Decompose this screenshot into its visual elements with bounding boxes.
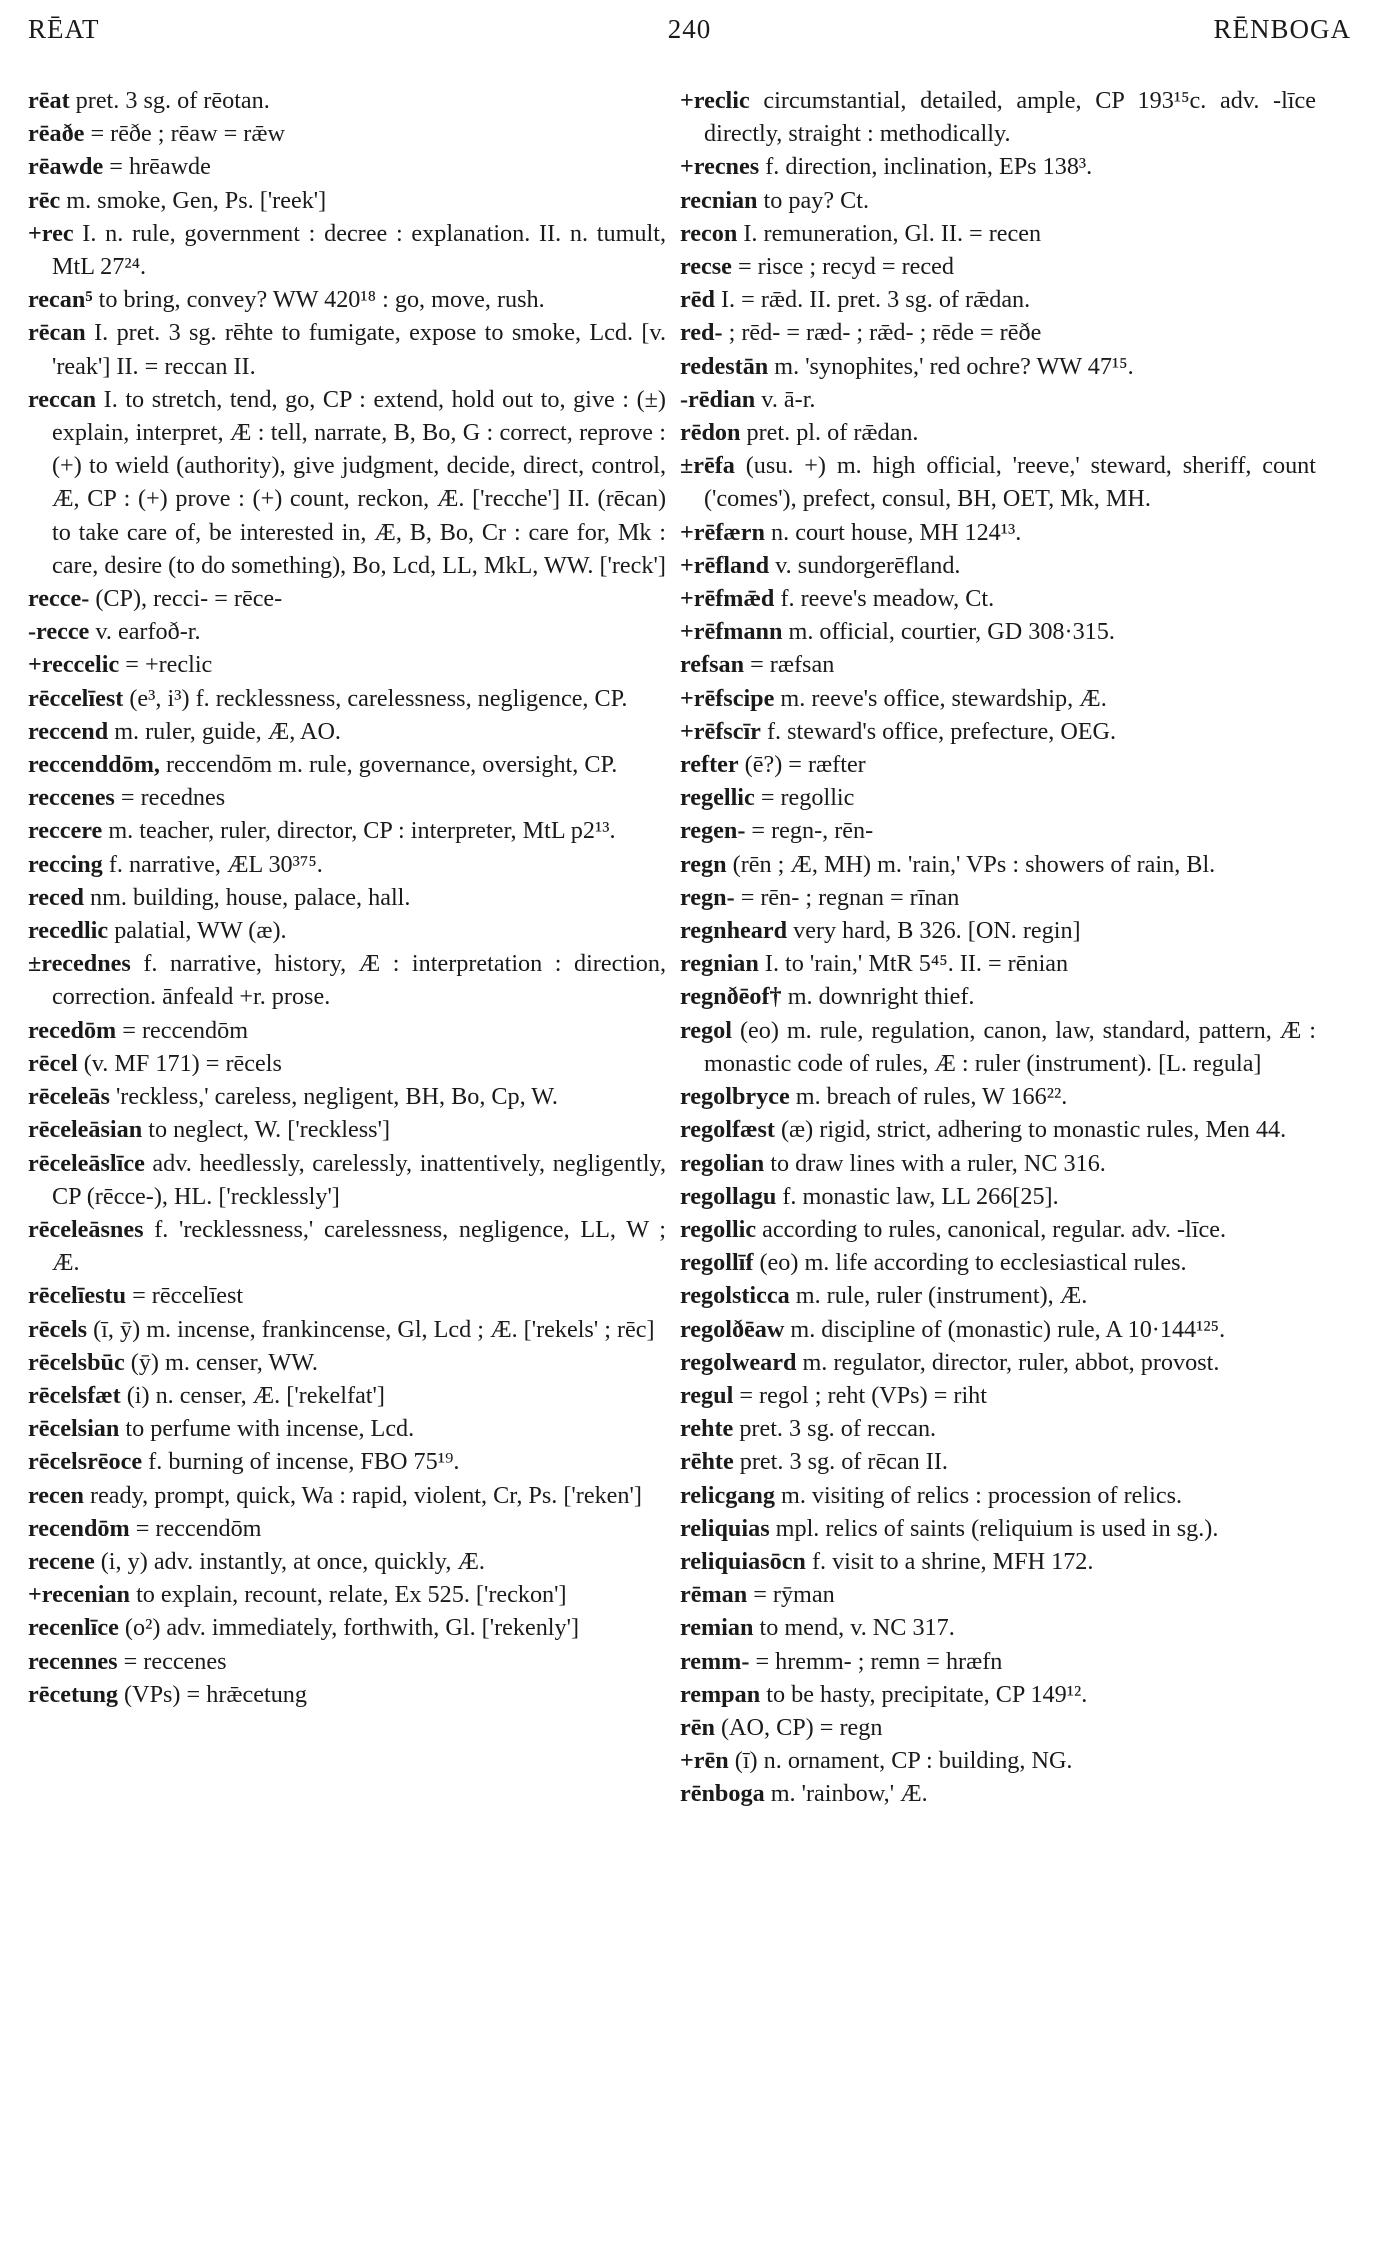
dictionary-entry: [680, 217, 1316, 250]
entry-definition: to be hasty, precipitate, CP 149¹².: [760, 1680, 1088, 1708]
entry-definition: (ī) n. ornament, CP : building, NG.: [728, 1747, 1073, 1775]
entry-headword: regolsticca: [680, 1282, 790, 1310]
entry-definition: I. remuneration, Gl. II. = recen: [737, 219, 1042, 247]
dictionary-entry: [680, 150, 1316, 183]
dictionary-entry: [680, 1645, 1316, 1678]
entry-definition: m. visiting of relics : procession of relics.: [774, 1481, 1183, 1509]
entry-definition: = regn-, rēn-: [745, 817, 874, 845]
dictionary-entry: [28, 1014, 666, 1047]
dictionary-entry: [680, 1014, 1316, 1080]
dictionary-entry: [28, 1080, 666, 1113]
entry-definition: = recednes: [114, 784, 226, 812]
dictionary-entry: [28, 1445, 666, 1478]
entry-headword: regul: [680, 1381, 734, 1409]
entry-definition: (i, y) adv. instantly, at once, quickly, Æ.: [94, 1547, 485, 1575]
dictionary-entry: [28, 1512, 666, 1545]
entry-headword: rēn: [680, 1713, 715, 1741]
dictionary-entry: [28, 1379, 666, 1412]
entry-headword: rēat: [28, 87, 70, 114]
entry-definition: f. monastic law, LL 266[25].: [776, 1182, 1059, 1210]
dictionary-entry: [28, 781, 666, 814]
entry-headword: rēcelsbūc: [28, 1348, 125, 1376]
entry-headword: regn: [680, 850, 727, 878]
header-first-word: RĒAT: [28, 14, 100, 44]
entry-headword: rempan: [680, 1680, 761, 1708]
entry-definition: = hrēawde: [103, 153, 211, 181]
entry-headword: +reclic: [680, 87, 750, 114]
entry-headword: rēcels: [28, 1315, 88, 1343]
entry-definition: (v. MF 171) = rēcels: [77, 1049, 282, 1077]
entry-definition: = hremm- ; remn = hræfn: [749, 1647, 1003, 1675]
entry-headword: regn-: [680, 883, 735, 911]
entry-headword: reccan: [28, 385, 97, 413]
entry-headword: regollagu: [680, 1182, 777, 1210]
entry-headword: rēceleās: [28, 1083, 110, 1111]
entry-definition: m. 'rainbow,' Æ.: [764, 1780, 928, 1808]
entry-definition: v. ā-r.: [755, 385, 816, 413]
entry-definition: according to rules, canonical, regular. adv. -līce.: [756, 1215, 1227, 1243]
entry-headword: reccenddōm,: [28, 751, 160, 779]
dictionary-entry: [680, 1545, 1316, 1578]
entry-headword: recen: [28, 1481, 84, 1509]
entry-definition: to explain, recount, relate, Ex 525. ['reckon']: [130, 1581, 567, 1609]
dictionary-entry: [680, 914, 1316, 947]
entry-headword: rēccelīest: [28, 684, 124, 712]
dictionary-entry: [28, 217, 666, 283]
dictionary-entry: [28, 1313, 666, 1346]
dictionary-entry: [28, 117, 666, 150]
entry-headword: +rēfscipe: [680, 684, 775, 712]
dictionary-entry: [680, 1213, 1316, 1246]
entry-headword: recon: [680, 219, 738, 247]
entry-headword: recedōm: [28, 1016, 117, 1044]
entry-headword: regnian: [680, 950, 759, 978]
entry-definition: circumstantial, detailed, ample, CP 193¹⁵c. adv. -līce directly, straight : methodically.: [704, 87, 1316, 148]
entry-headword: rēceleāsian: [28, 1116, 143, 1144]
dictionary-entry: [680, 1080, 1316, 1113]
dictionary-entry: [28, 848, 666, 881]
entry-definition: = rȳman: [747, 1581, 835, 1609]
entry-definition: m. 'synophites,' red ochre? WW 47¹⁵.: [768, 352, 1134, 380]
entry-headword: regnðēof†: [680, 983, 782, 1011]
dictionary-entry: [28, 615, 666, 648]
entry-headword: redestān: [680, 352, 769, 380]
entry-definition: to draw lines with a ruler, NC 316.: [764, 1149, 1106, 1177]
entry-headword: +rēfland: [680, 551, 770, 579]
entry-definition: (eo) m. life according to ecclesiastical rules.: [753, 1249, 1187, 1277]
entry-definition: mpl. relics of saints (reliquium is used in sg.).: [769, 1514, 1219, 1542]
entry-definition: = rēccelīest: [126, 1282, 244, 1310]
entry-headword: rēcel: [28, 1049, 78, 1077]
dictionary-entry: [28, 1479, 666, 1512]
dictionary-entry: [680, 1711, 1316, 1744]
entry-headword: rēcelsfæt: [28, 1381, 121, 1409]
dictionary-entry: [680, 350, 1316, 383]
entry-definition: (AO, CP) = regn: [714, 1713, 883, 1741]
dictionary-entry: [680, 184, 1316, 217]
dictionary-entry: [680, 1678, 1316, 1711]
dictionary-entry: [28, 316, 666, 382]
dictionary-entry: [680, 250, 1316, 283]
entry-definition: (i) n. censer, Æ. ['rekelfat']: [120, 1381, 385, 1409]
dictionary-entry: [680, 1512, 1316, 1545]
entry-headword: -rēdian: [680, 385, 756, 413]
entry-definition: (rēn ; Æ, MH) m. 'rain,' VPs : showers of rain, Bl.: [726, 850, 1216, 878]
dictionary-entry: [680, 1379, 1316, 1412]
dictionary-entry: [680, 1279, 1316, 1312]
entry-headword: relicgang: [680, 1481, 775, 1509]
dictionary-entry: [680, 682, 1316, 715]
dictionary-entry: [28, 1678, 666, 1711]
entry-headword: +rēn: [680, 1747, 729, 1775]
entry-headword: recnian: [680, 186, 758, 214]
dictionary-entry: [28, 150, 666, 183]
dictionary-entry: [28, 1578, 666, 1611]
entry-headword: rēaðe: [28, 120, 85, 148]
dictionary-entry: [680, 1147, 1316, 1180]
entry-headword: recedlic: [28, 917, 109, 945]
entry-definition: m. regulator, director, ruler, abbot, provost.: [796, 1348, 1220, 1376]
dictionary-entry: [28, 682, 666, 715]
entry-headword: rēceleāslīce: [28, 1149, 145, 1177]
entry-headword: reccing: [28, 850, 103, 878]
entry-headword: rēhte: [680, 1448, 734, 1476]
entry-headword: regnheard: [680, 917, 788, 945]
dictionary-entry: [680, 848, 1316, 881]
entry-headword: +reccelic: [28, 651, 120, 679]
entry-definition: m. official, courtier, GD 308·315.: [782, 618, 1115, 646]
entry-headword: rēawde: [28, 153, 104, 181]
entry-definition: m. discipline of (monastic) rule, A 10·144¹²⁵.: [784, 1315, 1226, 1343]
entry-definition: = reccenes: [117, 1647, 227, 1675]
entry-headword: recene: [28, 1547, 95, 1575]
entry-definition: m. breach of rules, W 166²².: [789, 1083, 1068, 1111]
entry-headword: +recenian: [28, 1581, 131, 1609]
entry-headword: rēcelsrēoce: [28, 1448, 143, 1476]
entry-headword: recennes: [28, 1647, 118, 1675]
dictionary-entry: [680, 1479, 1316, 1512]
entry-definition: I. n. rule, government : decree : explanation. II. n. tumult, MtL 27²⁴.: [52, 219, 666, 281]
entry-headword: regol: [680, 1016, 732, 1044]
dictionary-entry: [680, 814, 1316, 847]
entry-headword: +rēfscīr: [680, 717, 761, 745]
entry-definition: (ē?) = ræfter: [738, 751, 866, 779]
entry-headword: reliquiasōcn: [680, 1547, 806, 1575]
entry-headword: recce-: [28, 585, 90, 613]
entry-definition: f. 'recklessness,' carelessness, negligence, LL, W ; Æ.: [52, 1215, 666, 1277]
dictionary-entry: [680, 715, 1316, 748]
entry-definition: to bring, convey? WW 420¹⁸ : go, move, rush.: [92, 286, 545, 314]
header-last-word: RĒNBOGA: [1213, 14, 1351, 44]
entry-headword: rēd: [680, 286, 715, 314]
dictionary-entry: [28, 1645, 666, 1678]
dictionary-entry: [28, 1545, 666, 1578]
dictionary-entry: [680, 648, 1316, 681]
entry-definition: to perfume with incense, Lcd.: [119, 1415, 415, 1443]
dictionary-entry: [28, 184, 666, 217]
entry-definition: pret. 3 sg. of reccan.: [733, 1415, 937, 1443]
entry-headword: recenlīce: [28, 1614, 119, 1642]
dictionary-entry: [680, 748, 1316, 781]
entry-definition: very hard, B 326. [ON. regin]: [787, 917, 1081, 945]
entry-definition: (o²) adv. immediately, forthwith, Gl. ['rekenly']: [118, 1614, 580, 1642]
entry-definition: m. downright thief.: [781, 983, 975, 1011]
entry-definition: (ī, ȳ) m. incense, frankincense, Gl, Lcd ; Æ. ['rekels' ; rēc]: [87, 1315, 655, 1343]
entry-definition: (e³, i³) f. recklessness, carelessness, negligence, CP.: [123, 684, 628, 712]
dictionary-entry: [28, 1412, 666, 1445]
entry-headword: reccere: [28, 817, 103, 845]
entry-definition: (VPs) = hrǣcetung: [118, 1680, 307, 1708]
entry-headword: ±recednes: [28, 950, 131, 978]
entry-headword: rēnboga: [680, 1780, 765, 1808]
dictionary-entry: [680, 1412, 1316, 1445]
entry-definition: I. pret. 3 sg. rēhte to fumigate, expose to smoke, Lcd. [v. 'reak'] II. = reccan II.: [52, 319, 666, 380]
entry-headword: rēc: [28, 186, 61, 214]
entry-definition: = regol ; reht (VPs) = riht: [733, 1381, 987, 1409]
dictionary-entry: [28, 1611, 666, 1644]
entry-definition: ; rēd- = ræd- ; rǣd- ; rēde = rēðe: [722, 319, 1042, 347]
dictionary-entry: [28, 1279, 666, 1312]
dictionary-entry: [28, 715, 666, 748]
entry-definition: f. burning of incense, FBO 75¹⁹.: [142, 1448, 460, 1476]
dictionary-entry: [28, 814, 666, 847]
dictionary-entry: [28, 1047, 666, 1080]
dictionary-entry: [680, 980, 1316, 1013]
entry-headword: regen-: [680, 817, 746, 845]
dictionary-entry: [680, 1113, 1316, 1146]
entry-headword: rēcetung: [28, 1680, 118, 1708]
dictionary-entry: [680, 383, 1316, 416]
entry-definition: f. narrative, history, Æ : interpretation : direction, correction. ānfeald +r. prose.: [52, 950, 666, 1011]
dictionary-entry: [28, 383, 666, 582]
dictionary-entry: [28, 582, 666, 615]
entry-headword: rēcan: [28, 319, 86, 347]
entry-headword: +recnes: [680, 153, 760, 181]
entry-headword: +rēfmann: [680, 618, 783, 646]
entry-headword: regolfæst: [680, 1116, 775, 1144]
entry-headword: reliquias: [680, 1514, 770, 1542]
entry-definition: m. reeve's office, stewardship, Æ.: [774, 684, 1107, 712]
entry-headword: regolian: [680, 1149, 765, 1177]
entry-definition: = +reclic: [119, 651, 213, 679]
running-header: [28, 14, 1351, 54]
entry-definition: m. teacher, ruler, director, CP : interpreter, MtL p2¹³.: [102, 817, 616, 845]
dictionary-entry: [680, 84, 1316, 150]
entry-headword: regollīf: [680, 1249, 754, 1277]
entry-definition: f. direction, inclination, EPs 138³.: [759, 153, 1093, 181]
dictionary-entry: [28, 748, 666, 781]
entry-definition: (ȳ) m. censer, WW.: [124, 1348, 318, 1376]
page-number: 240: [667, 14, 712, 44]
dictionary-entry: [28, 1113, 666, 1146]
right-column: [680, 84, 1316, 1811]
dictionary-entry: [28, 947, 666, 1013]
dictionary-entry: [680, 781, 1316, 814]
dictionary-entry: [680, 316, 1316, 349]
dictionary-entry: [680, 615, 1316, 648]
entry-definition: (æ) rigid, strict, adhering to monastic rules, Men 44.: [774, 1116, 1287, 1144]
dictionary-entry: [680, 881, 1316, 914]
entry-headword: regollic: [680, 1215, 757, 1243]
entry-headword: rēman: [680, 1581, 748, 1609]
dictionary-entry: [680, 582, 1316, 615]
entry-definition: v. sundorgerēfland.: [769, 551, 961, 579]
entry-headword: rēdon: [680, 419, 741, 447]
entry-definition: (eo) m. rule, regulation, canon, law, standard, pattern, Æ : monastic code of rules, Æ : ruler (instrument). [L. regula]: [704, 1016, 1316, 1077]
entry-definition: to pay? Ct.: [757, 186, 870, 214]
dictionary-entry: [680, 549, 1316, 582]
entry-headword: regellic: [680, 784, 755, 812]
entry-headword: +rec: [28, 219, 74, 247]
entry-definition: 'reckless,' careless, negligent, BH, Bo, Cp, W.: [109, 1083, 558, 1111]
entry-definition: nm. building, house, palace, hall.: [83, 883, 411, 911]
left-column: [28, 84, 666, 1711]
entry-headword: red-: [680, 319, 723, 347]
entry-headword: recan⁵: [28, 286, 93, 314]
entry-definition: ready, prompt, quick, Wa : rapid, violent, Cr, Ps. ['reken']: [83, 1481, 642, 1509]
dictionary-entry: [680, 416, 1316, 449]
entry-definition: = risce ; recyd = reced: [731, 253, 954, 281]
entry-definition: m. smoke, Gen, Ps. ['reek']: [60, 186, 327, 214]
entry-headword: -recce: [28, 618, 90, 646]
dictionary-entry: [680, 1313, 1316, 1346]
entry-headword: ±rēfa: [680, 452, 735, 480]
entry-definition: = rēn- ; regnan = rīnan: [734, 883, 960, 911]
dictionary-entry: [680, 1611, 1316, 1644]
entry-definition: to neglect, W. ['reckless']: [142, 1116, 390, 1144]
entry-headword: +rēfmǣd: [680, 585, 775, 613]
entry-headword: regolðēaw: [680, 1315, 785, 1343]
entry-headword: rēcelsian: [28, 1415, 120, 1443]
entry-headword: rehte: [680, 1415, 734, 1443]
entry-headword: reced: [28, 883, 84, 911]
entry-headword: regolbryce: [680, 1083, 790, 1111]
dictionary-entry: [680, 1445, 1316, 1478]
dictionary-entry: [28, 914, 666, 947]
dictionary-entry: [28, 283, 666, 316]
dictionary-entry: [28, 881, 666, 914]
dictionary-entry: [28, 1147, 666, 1213]
entry-headword: refsan: [680, 651, 745, 679]
dictionary-entry: [28, 648, 666, 681]
entry-definition: I. to stretch, tend, go, CP : extend, hold out to, give : (±) explain, interpret, Æ : tell, narrate, B, Bo, G : correct, reprove : (+) to wield (authority), give judgment, decide, direct, control, Æ, CP : (+) prove : (+) count, reckon, Æ. ['recche'] II. (rēcan) to take care of, be interested in, Æ, B, Bo, Cr : care for, Mk : care, desire (to do something), Bo, Lcd, LL, MkL, WW. ['reck']: [52, 385, 666, 579]
entry-definition: m. rule, ruler (instrument), Æ.: [789, 1282, 1088, 1310]
entry-headword: remm-: [680, 1647, 750, 1675]
entry-definition: v. earfoð-r.: [89, 618, 201, 646]
entry-definition: = reccendōm: [129, 1514, 262, 1542]
entry-headword: rēceleāsnes: [28, 1215, 144, 1243]
entry-headword: regolweard: [680, 1348, 797, 1376]
entry-definition: f. reeve's meadow, Ct.: [774, 585, 995, 613]
dictionary-entry: [680, 449, 1316, 515]
entry-definition: adv. heedlessly, carelessly, inattentively, negligently, CP (rēcce-), HL. ['recklessly']: [52, 1149, 666, 1210]
entry-definition: (usu. +) m. high official, 'reeve,' steward, sheriff, count ('comes'), prefect, consul, BH, OET, Mk, MH.: [704, 452, 1316, 513]
entry-headword: reccend: [28, 717, 109, 745]
entry-definition: n. court house, MH 124¹³.: [764, 518, 1022, 546]
entry-headword: recendōm: [28, 1514, 130, 1542]
entry-definition: f. steward's office, prefecture, OEG.: [760, 717, 1117, 745]
entry-definition: pret. 3 sg. of rēotan.: [69, 87, 270, 114]
dictionary-entry: [680, 1180, 1316, 1213]
dictionary-entry: [680, 1578, 1316, 1611]
entry-headword: recse: [680, 253, 732, 281]
dictionary-entry: [680, 283, 1316, 316]
dictionary-entry: [680, 1777, 1316, 1810]
entry-headword: +rēfærn: [680, 518, 765, 546]
entry-headword: rēcelīestu: [28, 1282, 127, 1310]
dictionary-entry: [680, 1246, 1316, 1279]
entry-definition: m. ruler, guide, Æ, AO.: [108, 717, 341, 745]
entry-definition: f. visit to a shrine, MFH 172.: [805, 1547, 1094, 1575]
dictionary-entry: [680, 1744, 1316, 1777]
entry-definition: I. to 'rain,' MtR 5⁴⁵. II. = rēnian: [758, 950, 1069, 978]
entry-definition: = ræfsan: [744, 651, 835, 679]
entry-definition: f. narrative, ÆL 30³⁷⁵.: [102, 850, 323, 878]
entry-definition: (CP), recci- = rēce-: [89, 585, 283, 613]
entry-definition: reccendōm m. rule, governance, oversight, CP.: [159, 751, 618, 779]
entry-definition: I. = rǣd. II. pret. 3 sg. of rǣdan.: [714, 286, 1031, 314]
entry-definition: to mend, v. NC 317.: [753, 1614, 955, 1642]
dictionary-entry: [28, 1213, 666, 1279]
dictionary-entry: [680, 1346, 1316, 1379]
entry-headword: refter: [680, 751, 739, 779]
entry-definition: pret. 3 sg. of rēcan II.: [733, 1448, 948, 1476]
entry-definition: = regollic: [754, 784, 855, 812]
dictionary-entry: [680, 947, 1316, 980]
entry-definition: = rēðe ; rēaw = rǣw: [84, 120, 285, 148]
entry-headword: reccenes: [28, 784, 115, 812]
entry-definition: pret. pl. of rǣdan.: [740, 419, 919, 447]
dictionary-entry: [28, 1346, 666, 1379]
dictionary-entry: [28, 84, 666, 117]
entry-definition: palatial, WW (æ).: [108, 917, 287, 945]
entry-definition: = reccendōm: [116, 1016, 249, 1044]
entry-headword: remian: [680, 1614, 754, 1642]
dictionary-entry: [680, 516, 1316, 549]
